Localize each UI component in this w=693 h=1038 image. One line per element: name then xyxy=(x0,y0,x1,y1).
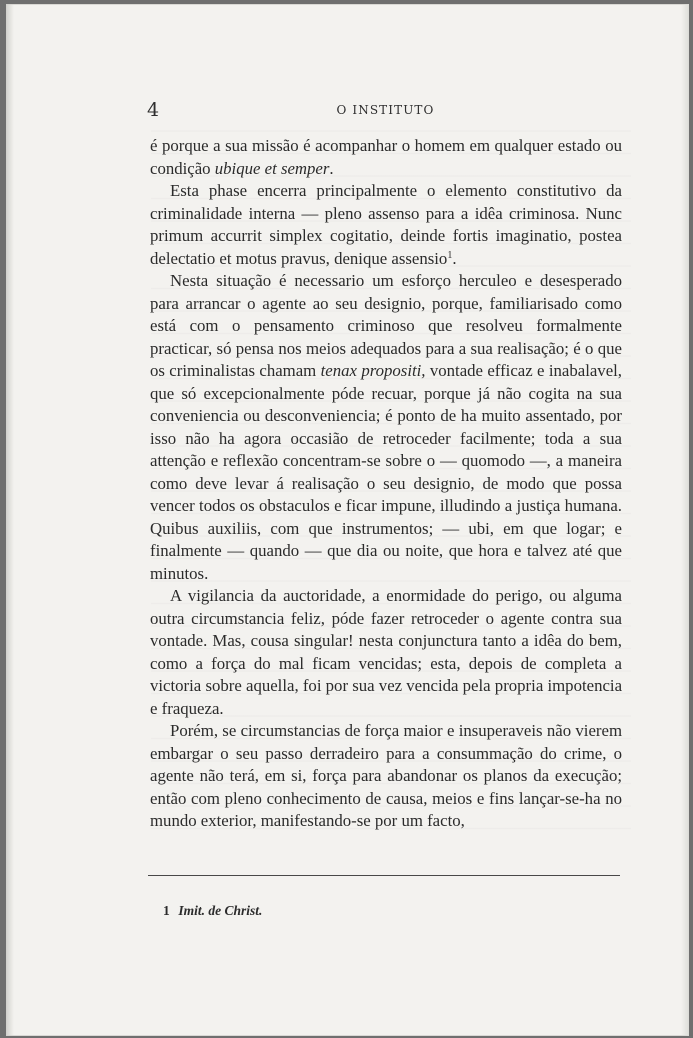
footnote-rule xyxy=(148,875,620,876)
paragraph-1 xyxy=(150,135,622,180)
paragraph-2 xyxy=(150,180,622,270)
paragraph-4: A vigilancia da auctoridade, a enormidade do perigo, ou alguma outra circumstancia feliz, póde fazer retroceder o agente contra sua vontade. Mas, cousa singular! nesta conjunctura tanto a idêa do bem, como a força do mal ficam vencidas; esta, depois de completa a victoria sobre aquella, foi por sua vez vencida pela propria impotencia e fraqueza. xyxy=(150,586,623,718)
page-number: 4 xyxy=(147,99,160,121)
paragraph-3-text-c: vontade efficaz e inabalavel, que só excepcionalmente póde recuar, porque já não cogita na sua conveniencia ou desconveniencia; é ponto de ha muito assentado, por isso não ha agora occasião de retroceder facilmente; toda a sua attenção e reflexão concentram-se sobre o — quomodo —, a maneira como deve levar á realisação o seu designio, de modo que possa vencer todos os obstaculos e ficar impune, illudindo a justiça humana. Quibus auxiliis, com que instrumentos; — ubi, em que logar; e finalmente — quando — que dia ou noite, que hora e talvez até que minutos. xyxy=(150,361,622,583)
paragraph-2-text-a: Esta phase encerra principalmente o elemento constitutivo da criminalidade interna — pleno assenso para a idêa criminosa. Nunc primum accurrit simplex cogitatio, deinde fortis imaginatio, postea delectatio et motus pravus, denique assensio xyxy=(150,181,622,268)
page-edge-shadow xyxy=(681,4,689,1036)
paragraph-2-text-b: . xyxy=(452,248,457,268)
paragraph-3 xyxy=(150,270,622,585)
paragraph-1-text-a: é porque a sua missão é acompanhar o homem em qualquer estado ou condição xyxy=(150,136,622,178)
running-head xyxy=(147,98,624,122)
page-gutter-shadow xyxy=(6,4,14,1036)
journal-title: O INSTITUTO xyxy=(336,103,435,117)
paragraph-3-text-a: Nesta situação é necessario um esforço herculeo e desesperado para arrancar o agente ao seu designio, porque, familiarisado como está com o pensamento criminoso que resolveu formalmente practicar, só pensa nos meios adequados para a sua realisação; é o que os criminalistas chamam xyxy=(150,271,622,380)
footnote xyxy=(163,902,583,920)
paragraph-1-italic: ubique et semper xyxy=(214,158,330,178)
paragraph-5: Porém, se circumstancias de força maior e insuperaveis não vierem embargar o seu passo derradeiro para a consummação do crime, o agente não terá, em si, força para abandonar os planos da execução; então com pleno conhecimento de causa, meios e fins lançar-se-ha no mundo exterior, manifestando-se por um facto, xyxy=(150,721,622,830)
footnote-text: Imit. de Christ. xyxy=(178,903,263,918)
footnote-number: 1 xyxy=(163,903,170,918)
main-text xyxy=(150,135,622,833)
paragraph-1-text-c: . xyxy=(329,158,334,178)
footnote-marker: 1 xyxy=(447,249,453,261)
paragraph-3-italic: tenax propositi, xyxy=(320,361,426,380)
